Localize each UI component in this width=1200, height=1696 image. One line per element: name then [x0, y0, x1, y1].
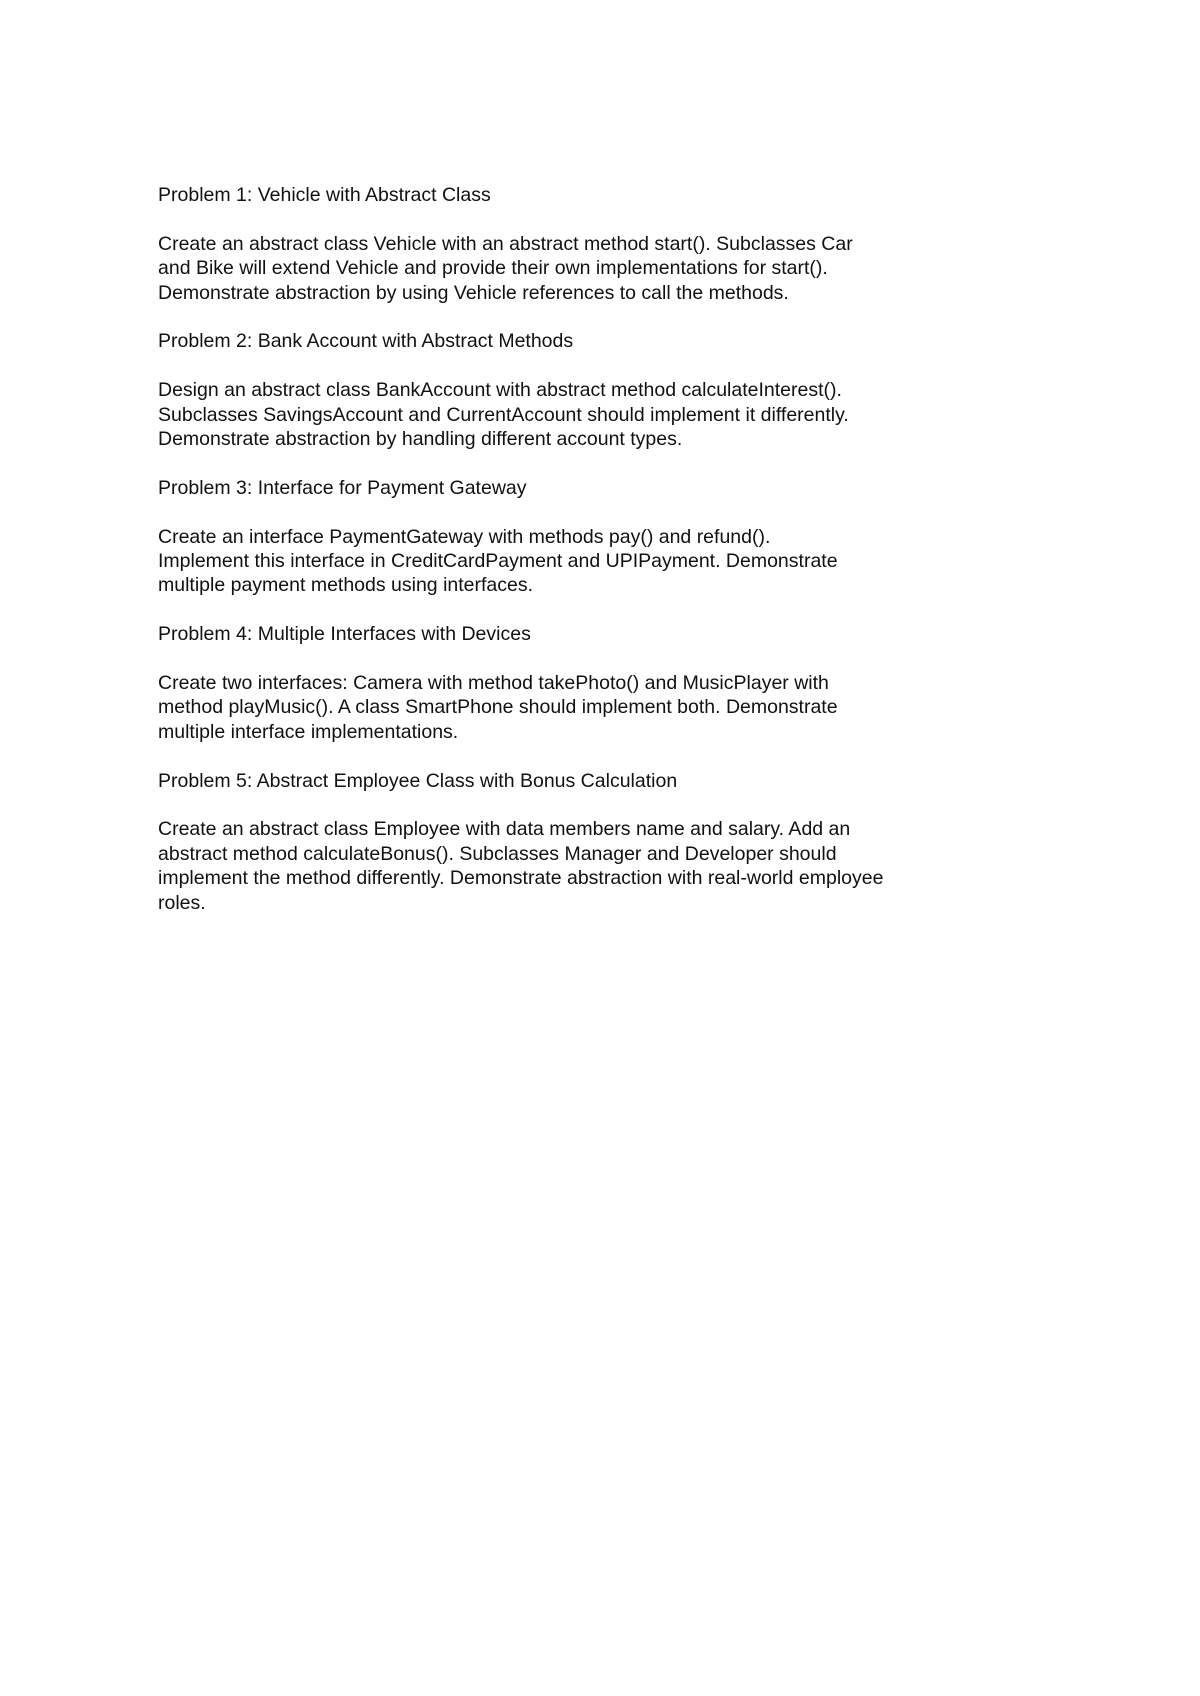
problem-2 [158, 329, 928, 451]
problem-1-body: Create an abstract class Vehicle with an abstract method start(). Subclasses Car and Bike will extend Vehicle and provide their own implementations for start(). Demonstrate abstraction by using Vehicle references to call the methods. [158, 232, 853, 304]
problem-4-heading: Problem 4: Multiple Interfaces with Devices [158, 623, 531, 646]
problem-5-body: Create an abstract class Employee with data members name and salary. Add an abstract method calculateBonus(). Subclasses Manager and Developer should implement the method differently. Demonstrate abstraction with real-world employee roles. [158, 818, 884, 914]
problem-2-heading: Problem 2: Bank Account with Abstract Methods [158, 330, 574, 353]
problem-1-heading: Problem 1: Vehicle with Abstract Class [158, 184, 491, 206]
problem-2-body: Design an abstract class BankAccount with abstract method calculateInterest(). Subclasses SavingsAccount and CurrentAccount should implement it differently. Demonstrate abstraction by handling different account types. [158, 379, 849, 451]
problem-1 [158, 183, 928, 305]
problem-3 [158, 476, 928, 598]
problem-5 [158, 769, 928, 915]
problem-3-body: Create an interface PaymentGateway with methods pay() and refund(). Implement this interface in CreditCardPayment and UPIPayment. Demonstrate multiple payment methods using interfaces. [158, 525, 838, 597]
problem-4-body: Create two interfaces: Camera with method takePhoto() and MusicPlayer with method playMusic(). A class SmartPhone should implement both. Demonstrate multiple interface implementations. [158, 672, 838, 743]
document-content [158, 183, 928, 939]
problem-5-heading: Problem 5: Abstract Employee Class with Bonus Calculation [158, 769, 678, 792]
problem-3-heading: Problem 3: Interface for Payment Gateway [158, 476, 527, 499]
problem-4 [158, 622, 928, 744]
